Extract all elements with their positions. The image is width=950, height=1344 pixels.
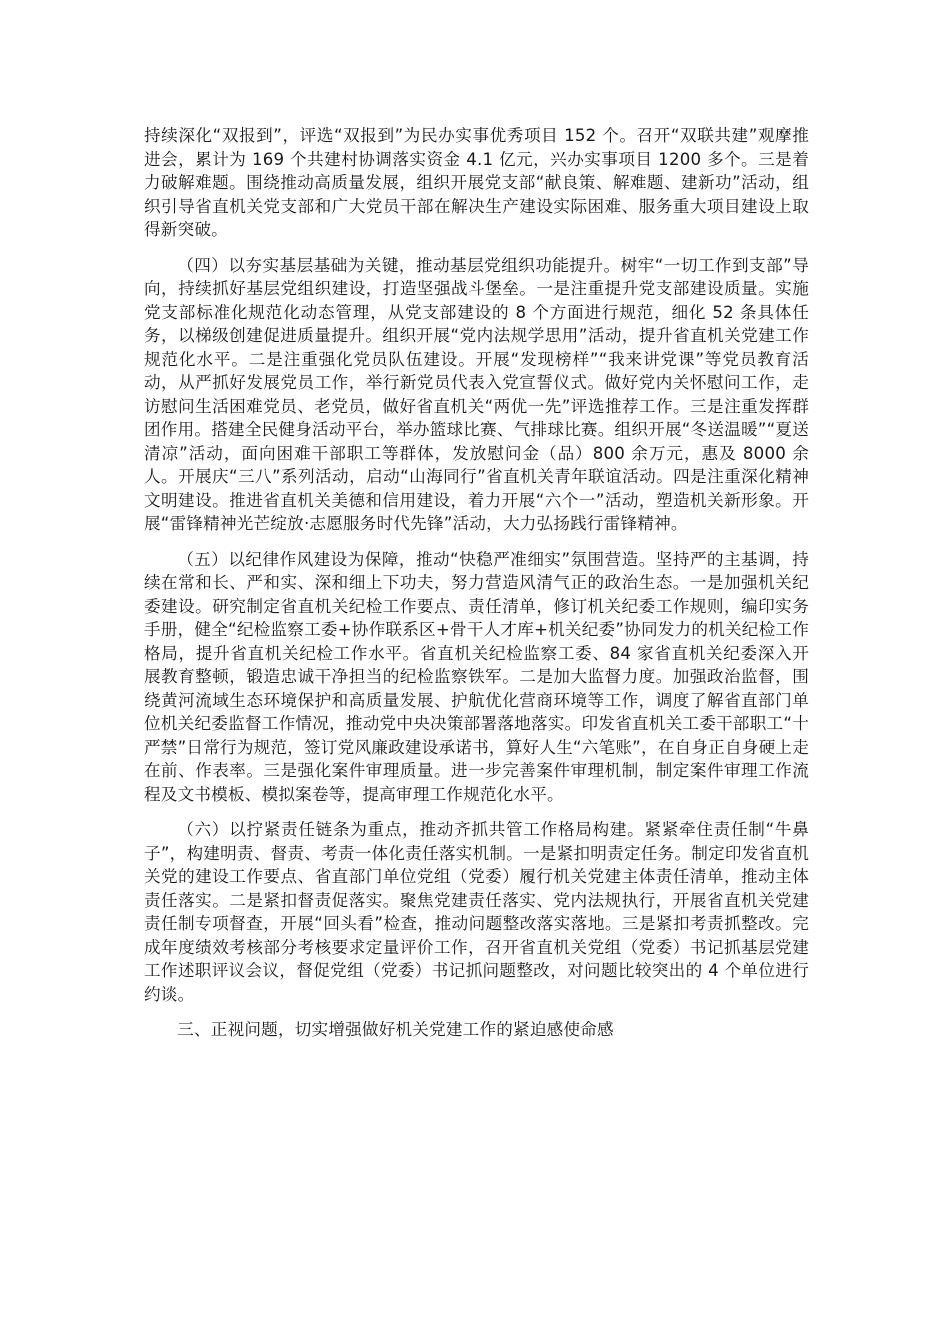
paragraph-section-six: （六）以拧紧责任链条为重点，推动齐抓共管工作格局构建。紧紧牵住责任制“牛鼻子”，构建明责、督责、考责一体化责任落实机制。一是紧扣明责定任务。制定印发省直机关党的建设工作要点、省直部门单位党组（党委）履行机关党建主体责任清单，推动主体责任落实。二是紧扣督责促落实。聚焦党建责任落实、党内法规执行，开展省直机关党建责任制专项督查，开展“回头看”检查，推动问题整改落实落地。三是紧扣考责抓整改。完成年度绩效考核部分考核要求定量评价工作，召开省直机关党组（党委）书记抓基层党建工作述职评议会议，督促党组（党委）书记抓问题整改，对问题比较突出的 4 个单位进行约谈。 bbox=[144, 820, 809, 1004]
document-page bbox=[144, 124, 809, 1054]
paragraph-continued: 持续深化“双报到”，评选“双报到”为民办实事优秀项目 152 个。召开“双联共建”观摩推进会，累计为 169 个共建村协调落实资金 4.1 亿元，兴办实事项目 1200 多个。三是着力破解难题。围绕推动高质量发展，组织开展党支部“献良策、解难题、建新功”活动，组织引导省直机关党支部和广大党员干部在解决生产建设实际困难、服务重大项目建设上取得新突破。 bbox=[144, 126, 809, 239]
paragraph-section-four: （四）以夯实基层基础为关键，推动基层党组织功能提升。树牢“一切工作到支部”导向，持续抓好基层党组织建设，打造坚强战斗堡垒。一是注重提升党支部建设质量。实施党支部标准化规范化动态管理，从党支部建设的 8 个方面进行规范，细化 52 条具体任务，以梯级创建促进质量提升。组织开展“党内法规学思用”活动，提升省直机关党建工作规范化水平。二是注重强化党员队伍建设。开展“发现榜样”“我来讲党课”等党员教育活动，从严抓好发展党员工作，举行新党员代表入党宣誓仪式。做好党内关怀慰问工作，走访慰问生活困难党员、老党员，做好省直机关“两优一先”评选推荐工作。三是注重发挥群团作用。搭建全民健身活动平台，举办篮球比赛、气排球比赛。组织开展“冬送温暖”“夏送清凉”活动，面向困难干部职工等群体，发放慰问金（品）800 余万元，惠及 8000 余人。开展庆“三八”系列活动，启动“山海同行”省直机关青年联谊活动。四是注重深化精神文明建设。推进省直机关美德和信用建设，着力开展“六个一”活动，塑造机关新形象。开展“雷锋精神光芒绽放·志愿服务时代先锋”活动，大力弘扬践行雷锋精神。 bbox=[144, 255, 809, 533]
heading-section-three: 三、正视问题，切实增强做好机关党建工作的紧迫感使命感 bbox=[177, 1020, 614, 1039]
paragraph-section-five: （五）以纪律作风建设为保障，推动“快稳严准细实”氛围营造。坚持严的主基调，持续在常和长、严和实、深和细上下功夫，努力营造风清气正的政治生态。一是加强机关纪委建设。研究制定省直机关纪检工作要点、责任清单，修订机关纪委工作规则，编印实务手册，健全“纪检监察工委+协作联系区+骨干人才库+机关纪委”协同发力的机关纪检工作格局，提升省直机关纪检工作水平。省直机关纪检监察工委、84 家省直机关纪委深入开展教育整顿，锻造忠诚干净担当的纪检监察铁军。二是加大监督力度。加强政治监督，围绕黄河流域生态环境保护和高质量发展、护航优化营商环境等工作，调度了解省直部门单位机关纪委监督工作情况，推动党中央决策部署落地落实。印发省直机关工委干部职工“十严禁”日常行为规范，签订党风廉政建设承诺书，算好人生“六笔账”，在自身正自身硬上走在前、作表率。三是强化案件审理质量。进一步完善案件审理机制，制定案件审理工作流程及文书模板、模拟案卷等，提高审理工作规范化水平。 bbox=[144, 549, 809, 804]
